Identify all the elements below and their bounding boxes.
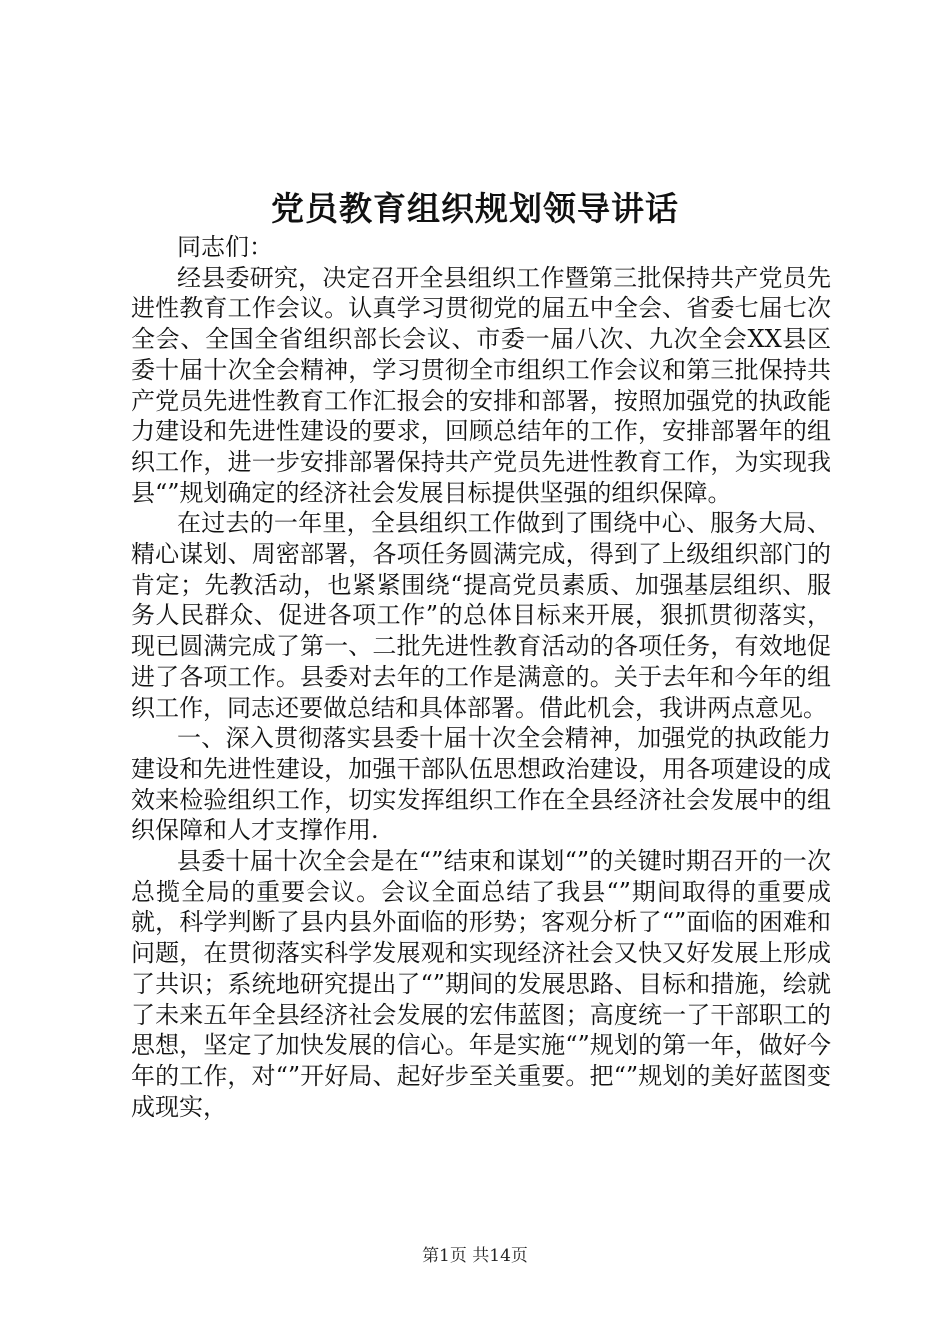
paragraph-4: 县委十届十次全会是在“”结束和谋划“”的关键时期召开的一次总揽全局的重要会议。会议全面总结了我县“”期间取得的重要成就，科学判断了县内县外面临的形势；客观分析了“”面临的困难和问题，在贯彻落实科学发展观和实现经济社会又快又好发展上形成了共识；系统地研究提出了“”期间的发展思路、目标和措施，绘就了未来五年全县经济社会发展的宏伟蓝图；高度统一了干部职工的思想，坚定了加快发展的信心。年是实施“”规划的第一年，做好今年的工作，对“”开好局、起好步至关重要。把“”规划的美好蓝图变成现实， xyxy=(131,847,831,1121)
page-number-footer: 第1页 共14页 xyxy=(422,1246,528,1266)
paragraph-2: 在过去的一年里，全县组织工作做到了围绕中心、服务大局、精心谋划、周密部署，各项任务圆满完成，得到了上级组织部门的肯定；先教活动，也紧紧围绕“提高党员素质、加强基层组织、服务人民群众、促进各项工作”的总体目标来开展，狠抓贯彻落实，现已圆满完成了第一、二批先进性教育活动的各项任务，有效地促进了各项工作。县委对去年的工作是满意的。关于去年和今年的组织工作，同志还要做总结和具体部署。借此机会，我讲两点意见。 xyxy=(131,509,831,722)
document-body xyxy=(131,232,831,1122)
paragraph-3: 一、深入贯彻落实县委十届十次全会精神，加强党的执政能力建设和先进性建设，加强干部队伍思想政治建设，用各项建设的成效来检验组织工作，切实发挥组织工作在全县经济社会发展中的组织保障和人才支撑作用. xyxy=(131,724,831,845)
document-title: 党员教育组织规划领导讲话 xyxy=(271,189,679,228)
salutation: 同志们： xyxy=(177,233,273,261)
paragraph-1: 经县委研究，决定召开全县组织工作暨第三批保持共产党员先进性教育工作会议。认真学习贯彻党的届五中全会、省委七届七次全会、全国全省组织部长会议、市委一届八次、九次全会XX县区委十届十次全会精神，学习贯彻全市组织工作会议和第三批保持共产党员先进性教育工作汇报会的安排和部署，按照加强党的执政能力建设和先进性建设的要求，回顾总结年的工作，安排部署年的组织工作，进一步安排部署保持共产党员先进性教育工作，为实现我县“”规划确定的经济社会发展目标提供坚强的组织保障。 xyxy=(131,263,831,507)
